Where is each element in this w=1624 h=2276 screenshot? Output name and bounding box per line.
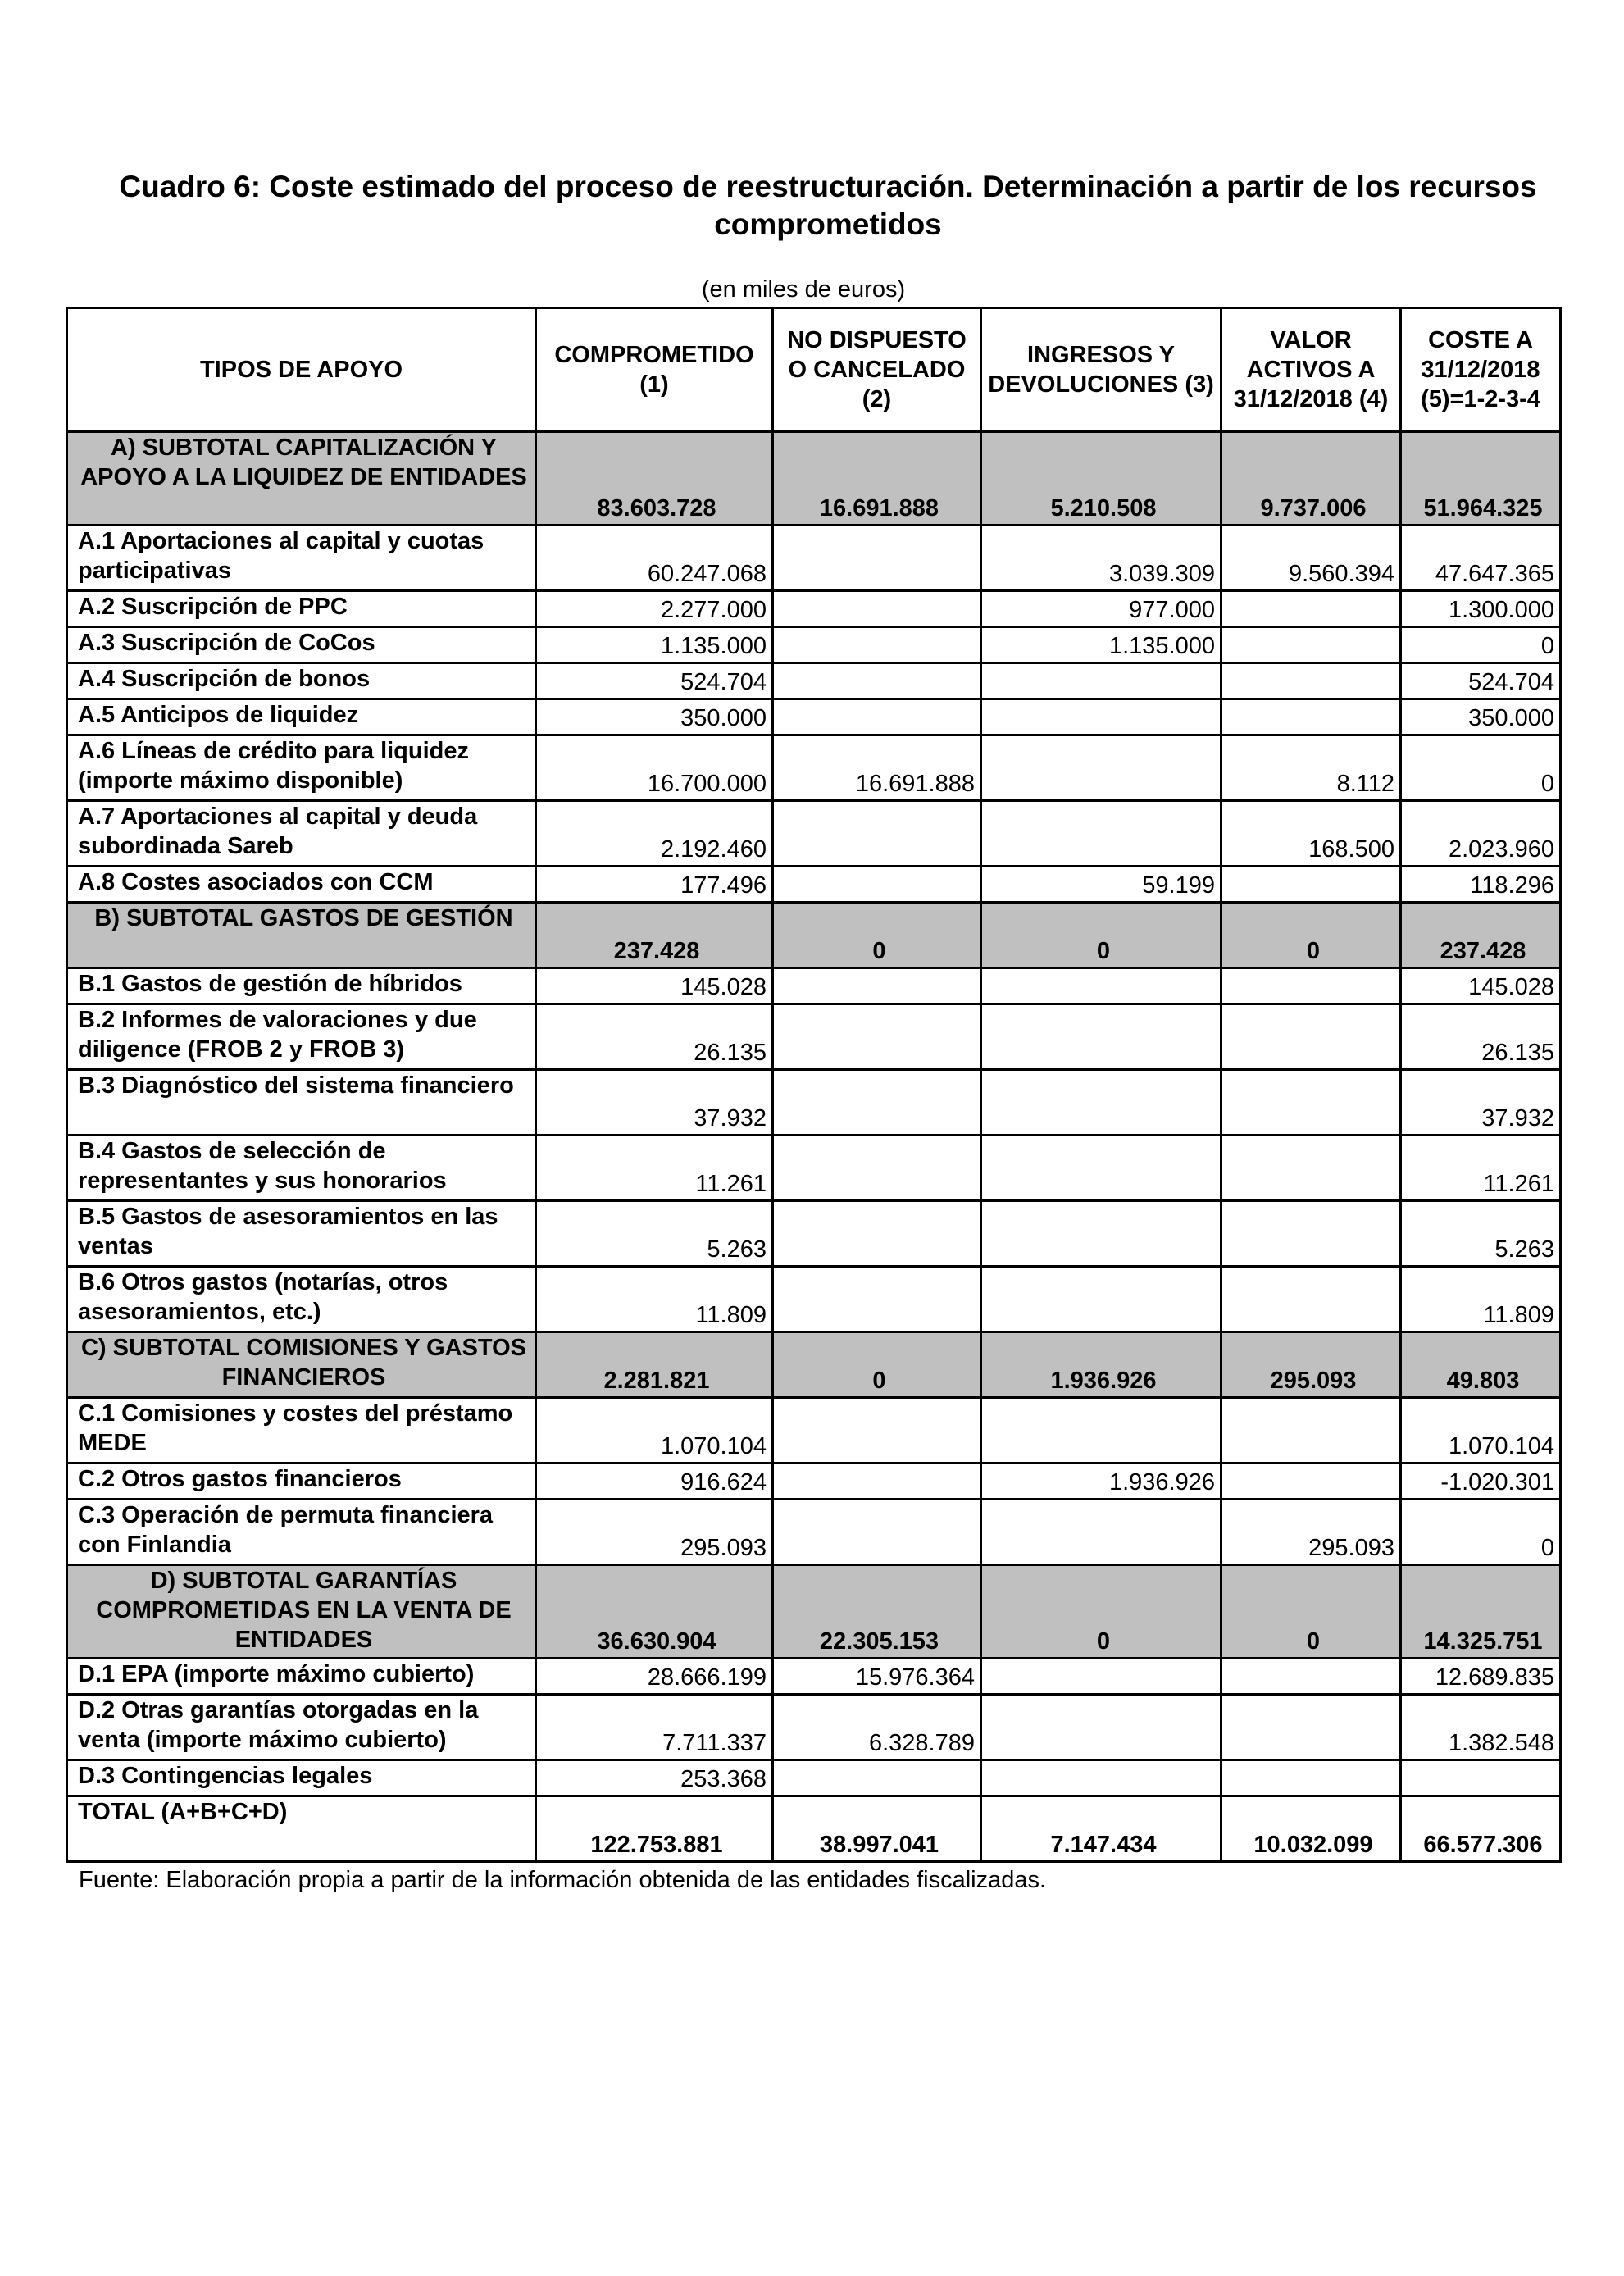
cell-c5: 11.261 (1401, 1136, 1561, 1201)
cell-c4: 295.093 (1221, 1332, 1401, 1398)
subtotal-row (67, 432, 1561, 526)
row-label: A.2 Suscripción de PPC (67, 591, 536, 627)
row-label: D.1 EPA (importe máximo cubierto) (67, 1659, 536, 1695)
table-row (67, 1267, 1561, 1332)
row-label: A) SUBTOTAL CAPITALIZACIÓN Y APOYO A LA LIQUIDEZ DE ENTIDADES (67, 432, 536, 526)
cell-c4 (1221, 1695, 1401, 1760)
table-title: Cuadro 6: Coste estimado del proceso de reestructuración. Determinación a partir de los recursos comprometidos (119, 170, 1537, 241)
cell-c5 (1401, 1760, 1561, 1796)
cell-c5: 5.263 (1401, 1201, 1561, 1267)
cell-c5: 49.803 (1401, 1332, 1561, 1398)
cell-c5: 237.428 (1401, 903, 1561, 968)
cell-c3 (981, 1136, 1221, 1201)
header-tipos: TIPOS DE APOYO (67, 308, 536, 432)
cell-c1: 253.368 (536, 1760, 773, 1796)
row-label: C.2 Otros gastos financieros (67, 1463, 536, 1500)
cell-c4 (1221, 1267, 1401, 1332)
subtotal-row (67, 1332, 1561, 1398)
cell-c4 (1221, 1760, 1401, 1796)
cell-c2 (773, 1136, 981, 1201)
cell-c2 (773, 801, 981, 867)
cell-c5: 350.000 (1401, 699, 1561, 735)
table-row (67, 1760, 1561, 1796)
cell-c2: 16.691.888 (773, 432, 981, 526)
cell-c3 (981, 735, 1221, 801)
cell-c4 (1221, 1398, 1401, 1463)
cell-c5: 1.070.104 (1401, 1398, 1561, 1463)
cell-c4 (1221, 1136, 1401, 1201)
cell-c3: 0 (981, 903, 1221, 968)
table-row (67, 627, 1561, 663)
cell-c1: 11.809 (536, 1267, 773, 1332)
cell-c3 (981, 1659, 1221, 1695)
cost-table (66, 307, 1562, 1863)
cell-c2 (773, 627, 981, 663)
table-row (67, 699, 1561, 735)
row-label: B) SUBTOTAL GASTOS DE GESTIÓN (67, 903, 536, 968)
cell-c3: 1.135.000 (981, 627, 1221, 663)
cell-c4 (1221, 1004, 1401, 1070)
cell-c5: 118.296 (1401, 867, 1561, 903)
header-ingresos: INGRESOS Y DEVOLUCIONES (3) (981, 308, 1221, 432)
table-row (67, 1201, 1561, 1267)
cell-c1: 295.093 (536, 1500, 773, 1565)
cell-c3: 977.000 (981, 591, 1221, 627)
header-row (67, 308, 1561, 432)
cell-c1: 145.028 (536, 968, 773, 1004)
cell-c1: 2.281.821 (536, 1332, 773, 1398)
cell-c2 (773, 1760, 981, 1796)
cell-c2: 22.305.153 (773, 1565, 981, 1659)
cell-c5: 524.704 (1401, 663, 1561, 699)
cell-c1: 26.135 (536, 1004, 773, 1070)
cell-c2 (773, 526, 981, 591)
cell-c3: 5.210.508 (981, 432, 1221, 526)
row-label: D) SUBTOTAL GARANTÍAS COMPROMETIDAS EN LA VENTA DE ENTIDADES (67, 1565, 536, 1659)
cell-c4 (1221, 1070, 1401, 1136)
cell-c5: 26.135 (1401, 1004, 1561, 1070)
table-row (67, 663, 1561, 699)
cell-c5: 12.689.835 (1401, 1659, 1561, 1695)
cell-c2: 0 (773, 1332, 981, 1398)
row-label: A.8 Costes asociados con CCM (67, 867, 536, 903)
cell-c3: 1.936.926 (981, 1332, 1221, 1398)
cell-c4 (1221, 591, 1401, 627)
cell-c3: 7.147.434 (981, 1796, 1221, 1862)
cell-c4 (1221, 627, 1401, 663)
cell-c5: 37.932 (1401, 1070, 1561, 1136)
cell-c1: 2.277.000 (536, 591, 773, 627)
cell-c1: 916.624 (536, 1463, 773, 1500)
cell-c4: 295.093 (1221, 1500, 1401, 1565)
table-row (67, 1004, 1561, 1070)
cell-c1: 36.630.904 (536, 1565, 773, 1659)
cell-c4: 0 (1221, 903, 1401, 968)
table-row (67, 526, 1561, 591)
cell-c2: 15.976.364 (773, 1659, 981, 1695)
cell-c1: 28.666.199 (536, 1659, 773, 1695)
table-row (67, 1695, 1561, 1760)
cell-c4: 9.737.006 (1221, 432, 1401, 526)
cell-c3 (981, 1004, 1221, 1070)
cell-c2: 6.328.789 (773, 1695, 981, 1760)
cell-c3 (981, 1070, 1221, 1136)
cell-c4 (1221, 867, 1401, 903)
row-label: A.3 Suscripción de CoCos (67, 627, 536, 663)
row-label: B.4 Gastos de selección de representantes y sus honorarios (67, 1136, 536, 1201)
cell-c4 (1221, 663, 1401, 699)
row-label: C.1 Comisiones y costes del préstamo MEDE (67, 1398, 536, 1463)
cell-c1: 1.135.000 (536, 627, 773, 663)
row-label: A.1 Aportaciones al capital y cuotas participativas (67, 526, 536, 591)
cell-c4 (1221, 1201, 1401, 1267)
cell-c4 (1221, 968, 1401, 1004)
cell-c5: 1.300.000 (1401, 591, 1561, 627)
cell-c1: 7.711.337 (536, 1695, 773, 1760)
cell-c1: 1.070.104 (536, 1398, 773, 1463)
table-row (67, 801, 1561, 867)
row-label: A.5 Anticipos de liquidez (67, 699, 536, 735)
cell-c5: 14.325.751 (1401, 1565, 1561, 1659)
cell-c2 (773, 1004, 981, 1070)
cell-c5: -1.020.301 (1401, 1463, 1561, 1500)
table-row (67, 1463, 1561, 1500)
cell-c1: 2.192.460 (536, 801, 773, 867)
cell-c1: 5.263 (536, 1201, 773, 1267)
cell-c3 (981, 1201, 1221, 1267)
cell-c2: 0 (773, 903, 981, 968)
cell-c3 (981, 1398, 1221, 1463)
cell-c3 (981, 699, 1221, 735)
row-label: D.3 Contingencias legales (67, 1760, 536, 1796)
total-row (67, 1796, 1561, 1862)
cell-c5: 11.809 (1401, 1267, 1561, 1332)
cell-c4 (1221, 1463, 1401, 1500)
row-label: C.3 Operación de permuta financiera con Finlandia (67, 1500, 536, 1565)
header-coste: COSTE A 31/12/2018 (5)=1-2-3-4 (1401, 308, 1561, 432)
cell-c2 (773, 1201, 981, 1267)
cell-c1: 60.247.068 (536, 526, 773, 591)
cell-c1: 237.428 (536, 903, 773, 968)
cell-c1: 16.700.000 (536, 735, 773, 801)
cell-c2 (773, 591, 981, 627)
table-row (67, 1398, 1561, 1463)
cell-c4: 8.112 (1221, 735, 1401, 801)
cell-c2 (773, 1500, 981, 1565)
cell-c3: 1.936.926 (981, 1463, 1221, 1500)
cell-c2 (773, 663, 981, 699)
subtotal-row (67, 903, 1561, 968)
cell-c5: 2.023.960 (1401, 801, 1561, 867)
cell-c5: 66.577.306 (1401, 1796, 1561, 1862)
cell-c1: 37.932 (536, 1070, 773, 1136)
cell-c5: 0 (1401, 735, 1561, 801)
cell-c4 (1221, 1659, 1401, 1695)
row-label: B.3 Diagnóstico del sistema financiero (67, 1070, 536, 1136)
cell-c3 (981, 968, 1221, 1004)
cell-c2 (773, 1267, 981, 1332)
units-note: (en miles de euros) (701, 276, 906, 303)
cell-c5: 145.028 (1401, 968, 1561, 1004)
row-label: A.4 Suscripción de bonos (67, 663, 536, 699)
cell-c3: 0 (981, 1565, 1221, 1659)
cell-c2 (773, 867, 981, 903)
source-note: Fuente: Elaboración propia a partir de la información obtenida de las entidades fiscalizadas. (79, 1867, 1047, 1893)
cell-c4: 168.500 (1221, 801, 1401, 867)
table-row (67, 1070, 1561, 1136)
cell-c1: 122.753.881 (536, 1796, 773, 1862)
cell-c3 (981, 1695, 1221, 1760)
cell-c2 (773, 1398, 981, 1463)
header-comprometido: COMPROMETIDO (1) (536, 308, 773, 432)
table-row (67, 1659, 1561, 1695)
cell-c1: 11.261 (536, 1136, 773, 1201)
cell-c5: 0 (1401, 1500, 1561, 1565)
cell-c2 (773, 968, 981, 1004)
cell-c2: 38.997.041 (773, 1796, 981, 1862)
cell-c3 (981, 663, 1221, 699)
cell-c3: 3.039.309 (981, 526, 1221, 591)
table-row (67, 1136, 1561, 1201)
cell-c3 (981, 801, 1221, 867)
row-label: B.6 Otros gastos (notarías, otros asesoramientos, etc.) (67, 1267, 536, 1332)
header-no-dispuesto: NO DISPUESTO O CANCELADO (2) (773, 308, 981, 432)
row-label: TOTAL (A+B+C+D) (67, 1796, 536, 1862)
table-row (67, 735, 1561, 801)
cell-c5: 47.647.365 (1401, 526, 1561, 591)
table-row (67, 968, 1561, 1004)
cell-c4: 9.560.394 (1221, 526, 1401, 591)
cell-c2 (773, 1070, 981, 1136)
cell-c1: 177.496 (536, 867, 773, 903)
cell-c2 (773, 699, 981, 735)
row-label: D.2 Otras garantías otorgadas en la venta (importe máximo cubierto) (67, 1695, 536, 1760)
cell-c3: 59.199 (981, 867, 1221, 903)
row-label: A.6 Líneas de crédito para liquidez (importe máximo disponible) (67, 735, 536, 801)
cell-c5: 0 (1401, 627, 1561, 663)
table-row (67, 867, 1561, 903)
cell-c1: 350.000 (536, 699, 773, 735)
row-label: C) SUBTOTAL COMISIONES Y GASTOS FINANCIEROS (67, 1332, 536, 1398)
header-valor-activos: VALOR ACTIVOS A 31/12/2018 (4) (1221, 308, 1401, 432)
cell-c1: 83.603.728 (536, 432, 773, 526)
cell-c3 (981, 1760, 1221, 1796)
cell-c3 (981, 1267, 1221, 1332)
subtotal-row (67, 1565, 1561, 1659)
cell-c2 (773, 1463, 981, 1500)
cell-c2: 16.691.888 (773, 735, 981, 801)
cell-c1: 524.704 (536, 663, 773, 699)
row-label: A.7 Aportaciones al capital y deuda subordinada Sareb (67, 801, 536, 867)
cell-c4: 10.032.099 (1221, 1796, 1401, 1862)
cell-c4: 0 (1221, 1565, 1401, 1659)
table-row (67, 591, 1561, 627)
cell-c5: 1.382.548 (1401, 1695, 1561, 1760)
row-label: B.5 Gastos de asesoramientos en las ventas (67, 1201, 536, 1267)
table-row (67, 1500, 1561, 1565)
cell-c5: 51.964.325 (1401, 432, 1561, 526)
cell-c3 (981, 1500, 1221, 1565)
row-label: B.1 Gastos de gestión de híbridos (67, 968, 536, 1004)
cell-c4 (1221, 699, 1401, 735)
row-label: B.2 Informes de valoraciones y due diligence (FROB 2 y FROB 3) (67, 1004, 536, 1070)
